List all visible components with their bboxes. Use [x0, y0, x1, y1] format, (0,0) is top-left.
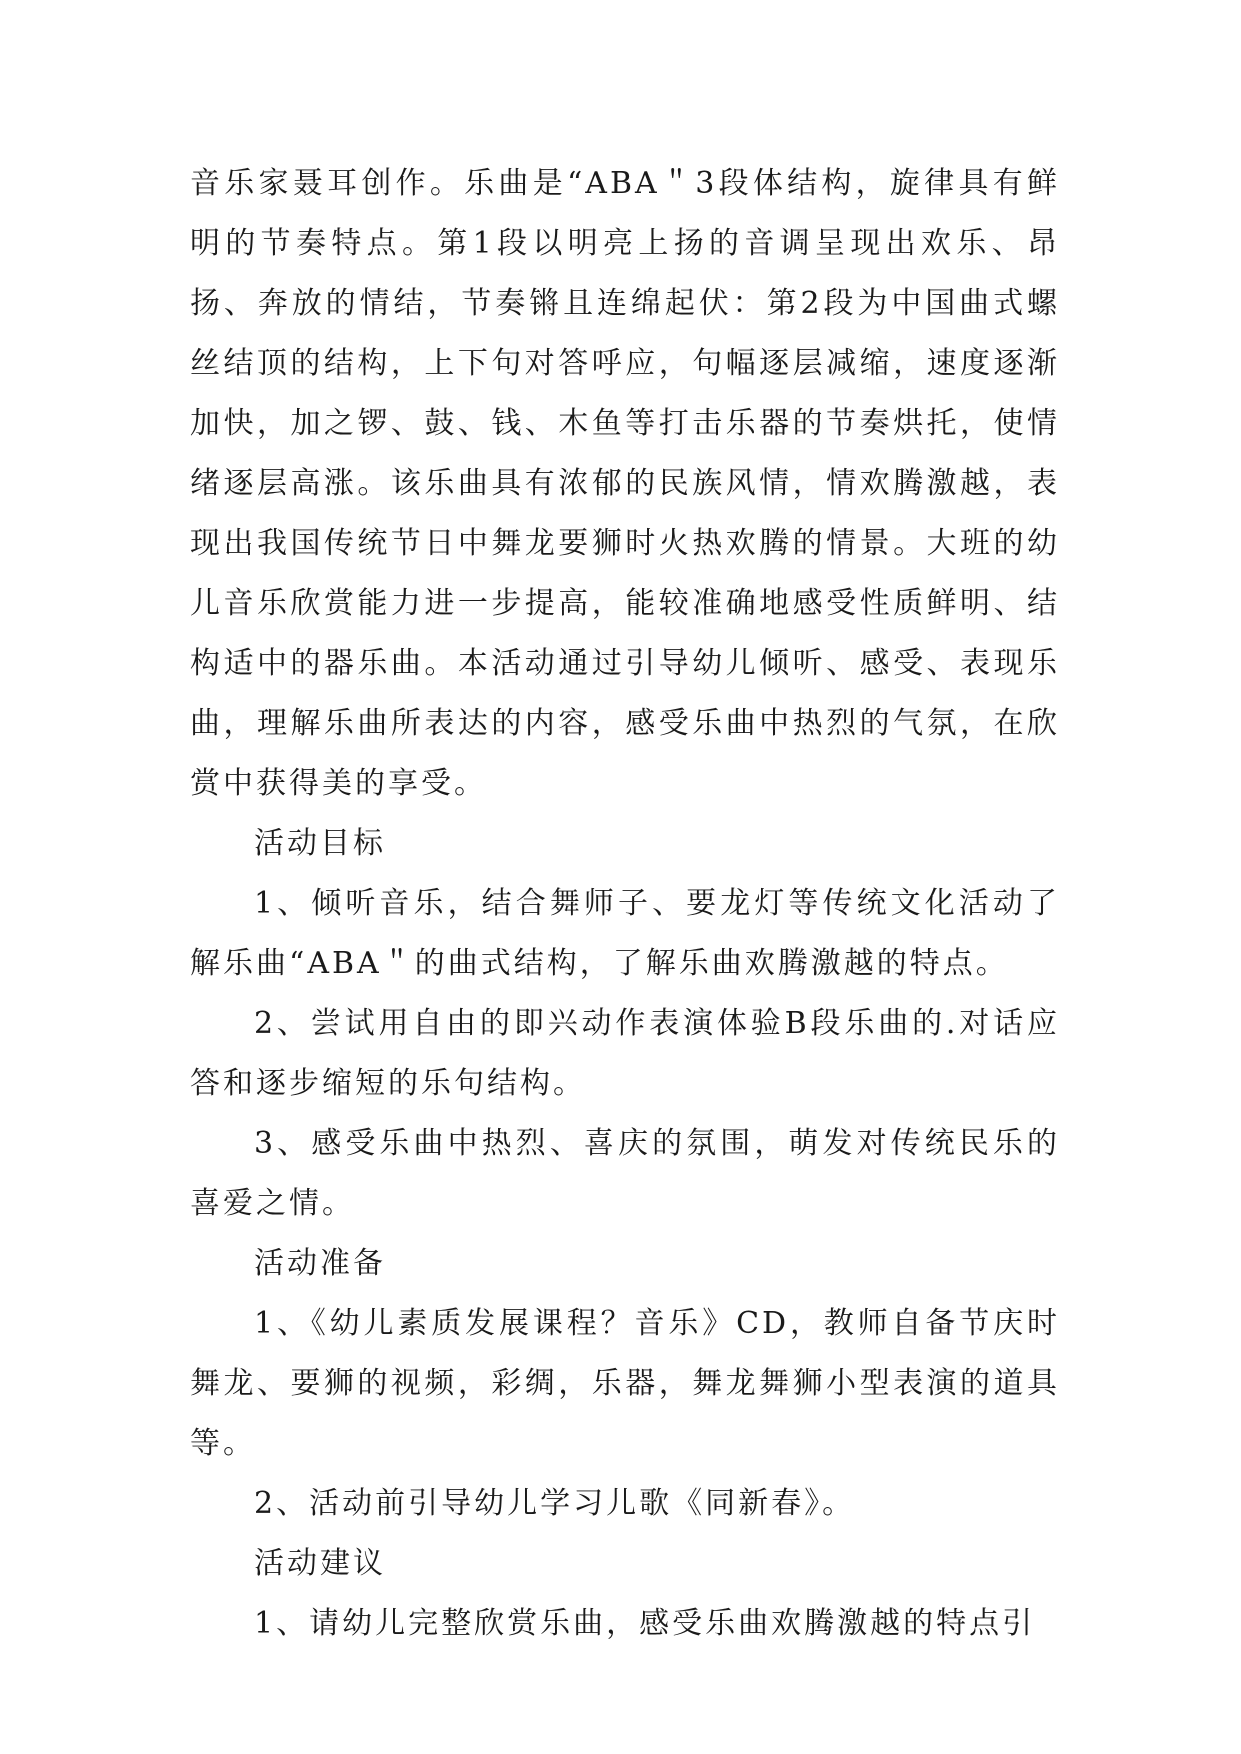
goal-item-2: 2、尝试用自由的即兴动作表演体验B段乐曲的.对话应答和逐步缩短的乐句结构。 — [190, 1006, 1060, 1101]
suggestions-heading: 活动建议 — [254, 1546, 386, 1581]
intro-paragraph: 音乐家聂耳创作。乐曲是“ABA＂3段体结构，旋律具有鲜明的节奏特点。第1段以明亮上扬的音调呈现出欢乐、昂扬、奔放的情结，节奏锵且连绵起伏：第2段为中国曲式螺丝结顶的结构，上下句对答呼应，句幅逐层减缩，速度逐渐加快，加之锣、鼓、钱、木鱼等打击乐器的节奏烘托，使情绪逐层高涨。该乐曲具有浓郁的民族风情，情欢腾激越，表现出我国传统节日中舞龙要狮时火热欢腾的情景。大班的幼儿音乐欣赏能力进一步提高，能较准确地感受性质鲜明、结构适中的器乐曲。本活动通过引导幼儿倾听、感受、表现乐曲，理解乐曲所表达的内容，感受乐曲中热烈的气氛，在欣赏中获得美的享受。 — [190, 166, 1060, 801]
goal-item-1: 1、倾听音乐，结合舞师子、要龙灯等传统文化活动了解乐曲“ABA＂的曲式结构，了解乐曲欢腾激越的特点。 — [190, 886, 1060, 981]
suggestion-item-1: 1、请幼儿完整欣赏乐曲，感受乐曲欢腾激越的特点引 — [254, 1606, 1036, 1641]
goal-item-3: 3、感受乐曲中热烈、喜庆的氛围，萌发对传统民乐的喜爱之情。 — [190, 1126, 1060, 1221]
goals-heading: 活动目标 — [254, 826, 386, 861]
document-body — [190, 154, 1060, 1654]
preparation-item-2: 2、活动前引导幼儿学习儿歌《同新春》。 — [254, 1486, 856, 1521]
preparation-heading: 活动准备 — [254, 1246, 386, 1281]
preparation-item-1: 1、《幼儿素质发展课程？音乐》CD，教师自备节庆时舞龙、要狮的视频，彩绸，乐器，舞龙舞狮小型表演的道具等。 — [190, 1306, 1060, 1461]
